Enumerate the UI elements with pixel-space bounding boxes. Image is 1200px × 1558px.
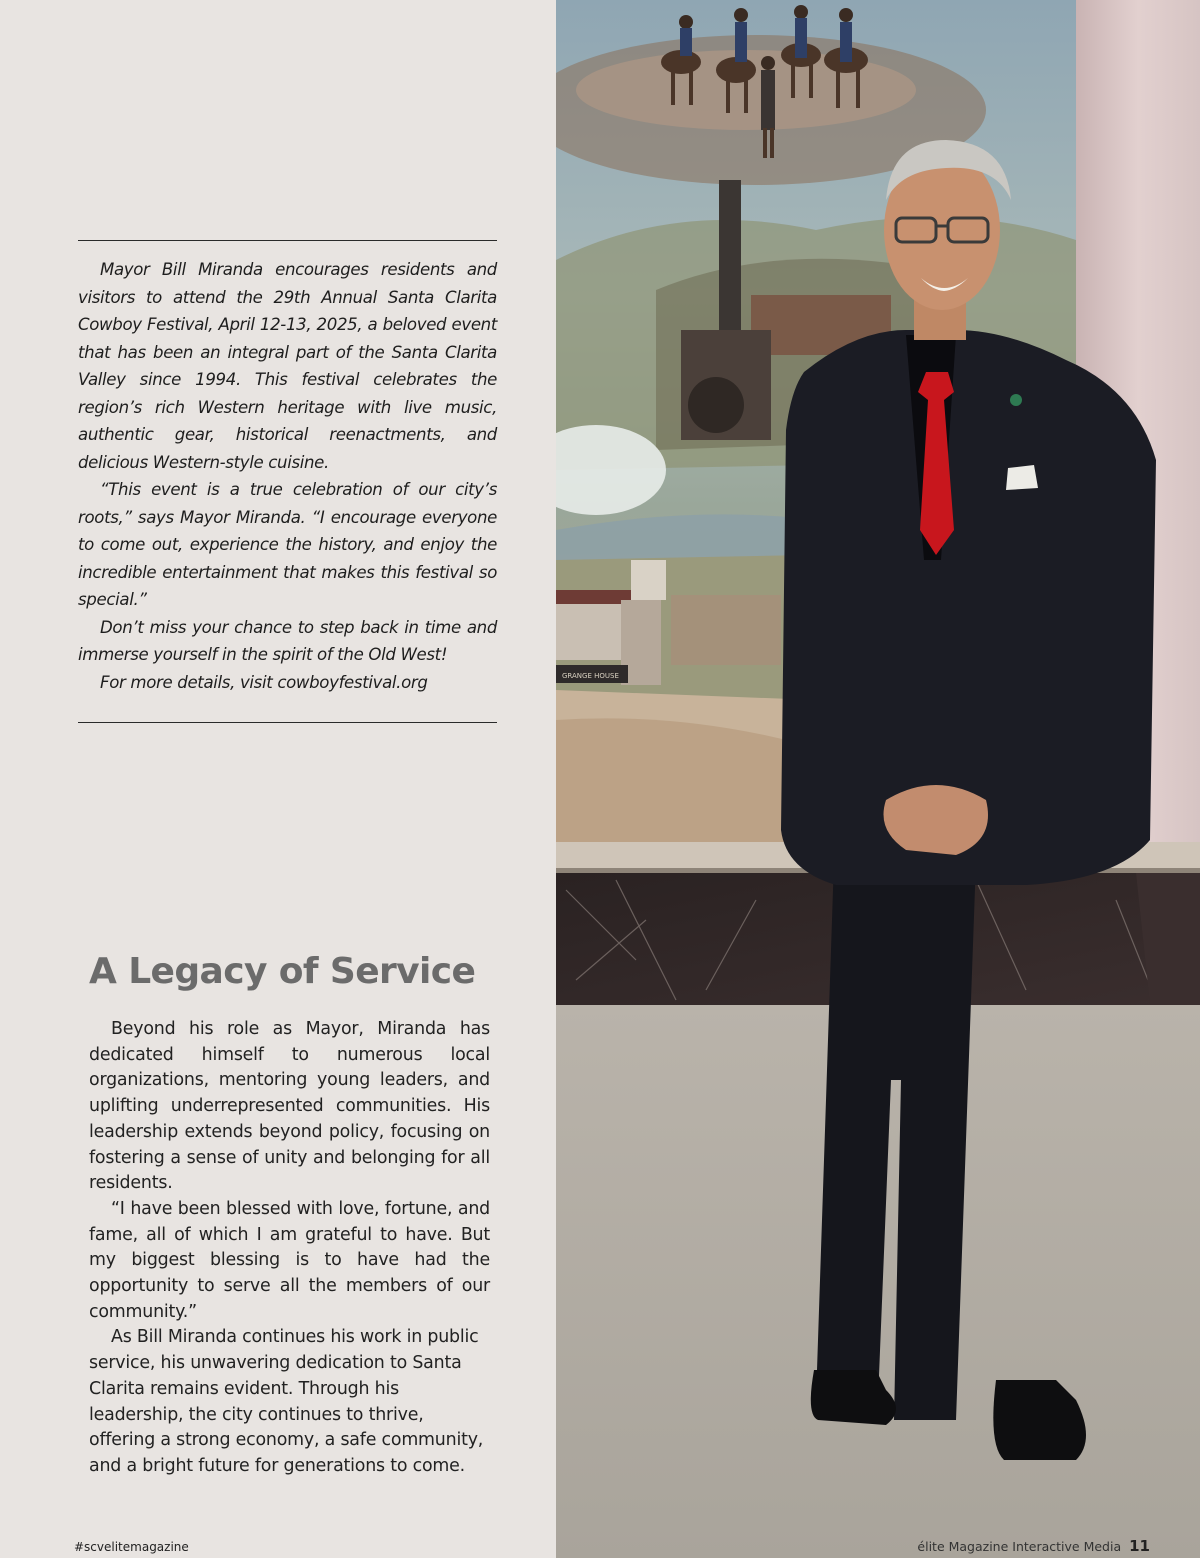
callout-top-rule: [78, 240, 497, 241]
mayor-portrait-photo: [556, 0, 1200, 1558]
callout-paragraph: For more details, visit cowboyfestival.org: [100, 672, 428, 692]
body-paragraph: Beyond his role as Mayor, Miranda has dedicated himself to numerous local organizations, mentoring young leaders, and uplifting underrepresented communities. His leadership extends beyond policy, focusing on fostering a sense of unity and belonging for all residents.: [89, 1019, 490, 1194]
article-body: [89, 1017, 490, 1480]
callout-paragraph: Don’t miss your chance to step back in time and immerse yourself in the spirit of the Old West!: [78, 617, 497, 664]
footer-hashtag: #scvelitemagazine: [74, 1540, 189, 1554]
body-paragraph: “I have been blessed with love, fortune, and fame, all of which I am grateful to have. But my biggest blessing is to have had the opportunity to serve all the members of our community.”: [89, 1198, 490, 1322]
callout-paragraph: Mayor Bill Miranda encourages residents and visitors to attend the 29th Annual Santa Clarita Cowboy Festival, April 12-13, 2025, a beloved event that has been an integral part of the Santa Clarita Valley since 1994. This festival celebrates the region’s rich Western heritage with live music, authentic gear, historical reenactments, and delicious Western-style cuisine.: [78, 260, 497, 472]
mural-smokestack: [719, 180, 741, 330]
page-number: 11: [1129, 1537, 1150, 1555]
publication-name: élite Magazine Interactive Media: [917, 1539, 1122, 1554]
callout-paragraph: “This event is a true celebration of our city’s roots,” says Mayor Miranda. “I encourage everyone to come out, experience the history, and enjoy the incredible entertainment that makes this festival so special.”: [78, 480, 497, 609]
callout-bottom-rule: [78, 722, 497, 723]
footer-publication: [917, 1537, 1150, 1555]
festival-callout: [78, 256, 497, 696]
mural-storefront-sign: GRANGE HOUSE: [562, 672, 619, 680]
body-paragraph: As Bill Miranda continues his work in public service, his unwavering dedication to Santa Clarita remains evident. Through his leadership, the city continues to thrive, offering a strong economy, a safe community, and a bright future for generations to come.: [89, 1327, 484, 1476]
section-heading: A Legacy of Service: [89, 951, 476, 992]
left-column: [0, 0, 556, 1558]
